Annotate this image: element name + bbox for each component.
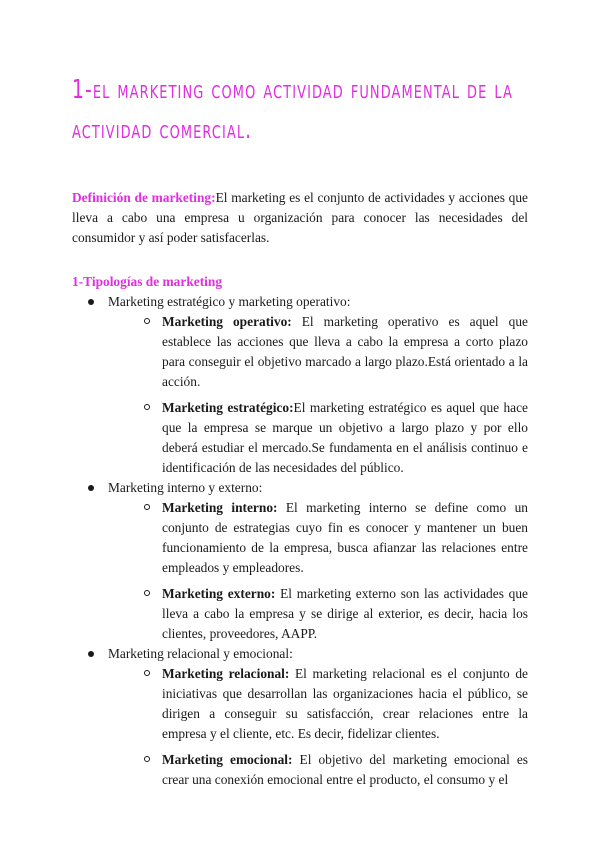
item-term: Marketing estratégico: <box>162 400 294 415</box>
item-text: El marketing externo son las actividades que lleva a cabo la empresa y se dirige al exterior, es decir, hacia los clientes, proveedores, AAPP. <box>162 586 528 641</box>
section-heading <box>72 272 528 292</box>
definition-text: El marketing es el conjunto de actividades y acciones que lleva a cabo una empresa u organización para conocer las necesidades del consumidor y así poder satisfacerlas. <box>72 190 528 245</box>
bullet-circle-icon <box>144 670 150 676</box>
definition-label: Definición de marketing: <box>72 190 216 205</box>
page-title-text: 1-el marketing como actividad fundamental de la actividad comercial. <box>72 75 513 145</box>
item-term: Marketing externo: <box>162 586 276 601</box>
item-text: El objetivo del marketing emocional es crear una conexión emocional entre el producto, el consumo y el <box>162 752 529 787</box>
section-heading-text: 1-Tipologías de marketing <box>72 274 223 289</box>
bullet-circle-icon <box>144 756 150 762</box>
group-label: Marketing interno y externo: <box>108 480 263 495</box>
list-item-group-2 <box>72 478 528 644</box>
page-title <box>72 70 540 150</box>
sublist-item <box>144 498 528 578</box>
sublist <box>108 498 528 644</box>
sublist <box>108 312 528 478</box>
bullet-circle-icon <box>144 404 150 410</box>
item-term: Marketing operativo: <box>162 314 292 329</box>
group-label: Marketing estratégico y marketing operativo: <box>108 294 351 309</box>
item-text: El marketing estratégico es aquel que hace que la empresa se marque un objetivo a largo plazo y por ello deberá estudiar el mercado.Se fundamenta en el análisis continuo e identificación de las necesidades del público. <box>162 400 528 475</box>
bullet-dot-icon <box>88 485 94 491</box>
item-text: El marketing operativo es aquel que establece las acciones que lleva a cabo la empresa a corto plazo para conseguir el objetivo marcado a largo plazo.Está orientado a la acción. <box>162 314 528 389</box>
item-term: Marketing relacional: <box>162 666 290 681</box>
group-label: Marketing relacional y emocional: <box>108 646 293 661</box>
bullet-dot-icon <box>88 299 94 305</box>
definition-paragraph <box>72 188 528 248</box>
sublist-item <box>144 312 528 392</box>
sublist-item <box>144 750 528 790</box>
item-term: Marketing emocional: <box>162 752 293 767</box>
sublist <box>108 664 528 790</box>
list-item-group-3 <box>72 644 528 790</box>
sublist-item <box>144 664 528 744</box>
bullet-circle-icon <box>144 504 150 510</box>
sublist-item <box>144 584 528 644</box>
document-body <box>72 188 528 790</box>
bullet-dot-icon <box>88 651 94 657</box>
item-text: El marketing relacional es el conjunto de iniciativas que desarrollan las organizaciones hacia el público, se dirigen a conseguir su satisfacción, crear relaciones entre la empresa y el cliente, etc. Es decir, fidelizar clientes. <box>162 666 528 741</box>
bullet-circle-icon <box>144 318 150 324</box>
typologies-list <box>72 292 528 790</box>
list-item-group-1 <box>72 292 528 478</box>
item-term: Marketing interno: <box>162 500 278 515</box>
bullet-circle-icon <box>144 590 150 596</box>
item-text: El marketing interno se define como un conjunto de estrategias cuyo fin es conocer y mantener un buen funcionamiento de la empresa, busca afianzar las relaciones entre empleados y empleadores. <box>162 500 528 575</box>
sublist-item <box>144 398 528 478</box>
